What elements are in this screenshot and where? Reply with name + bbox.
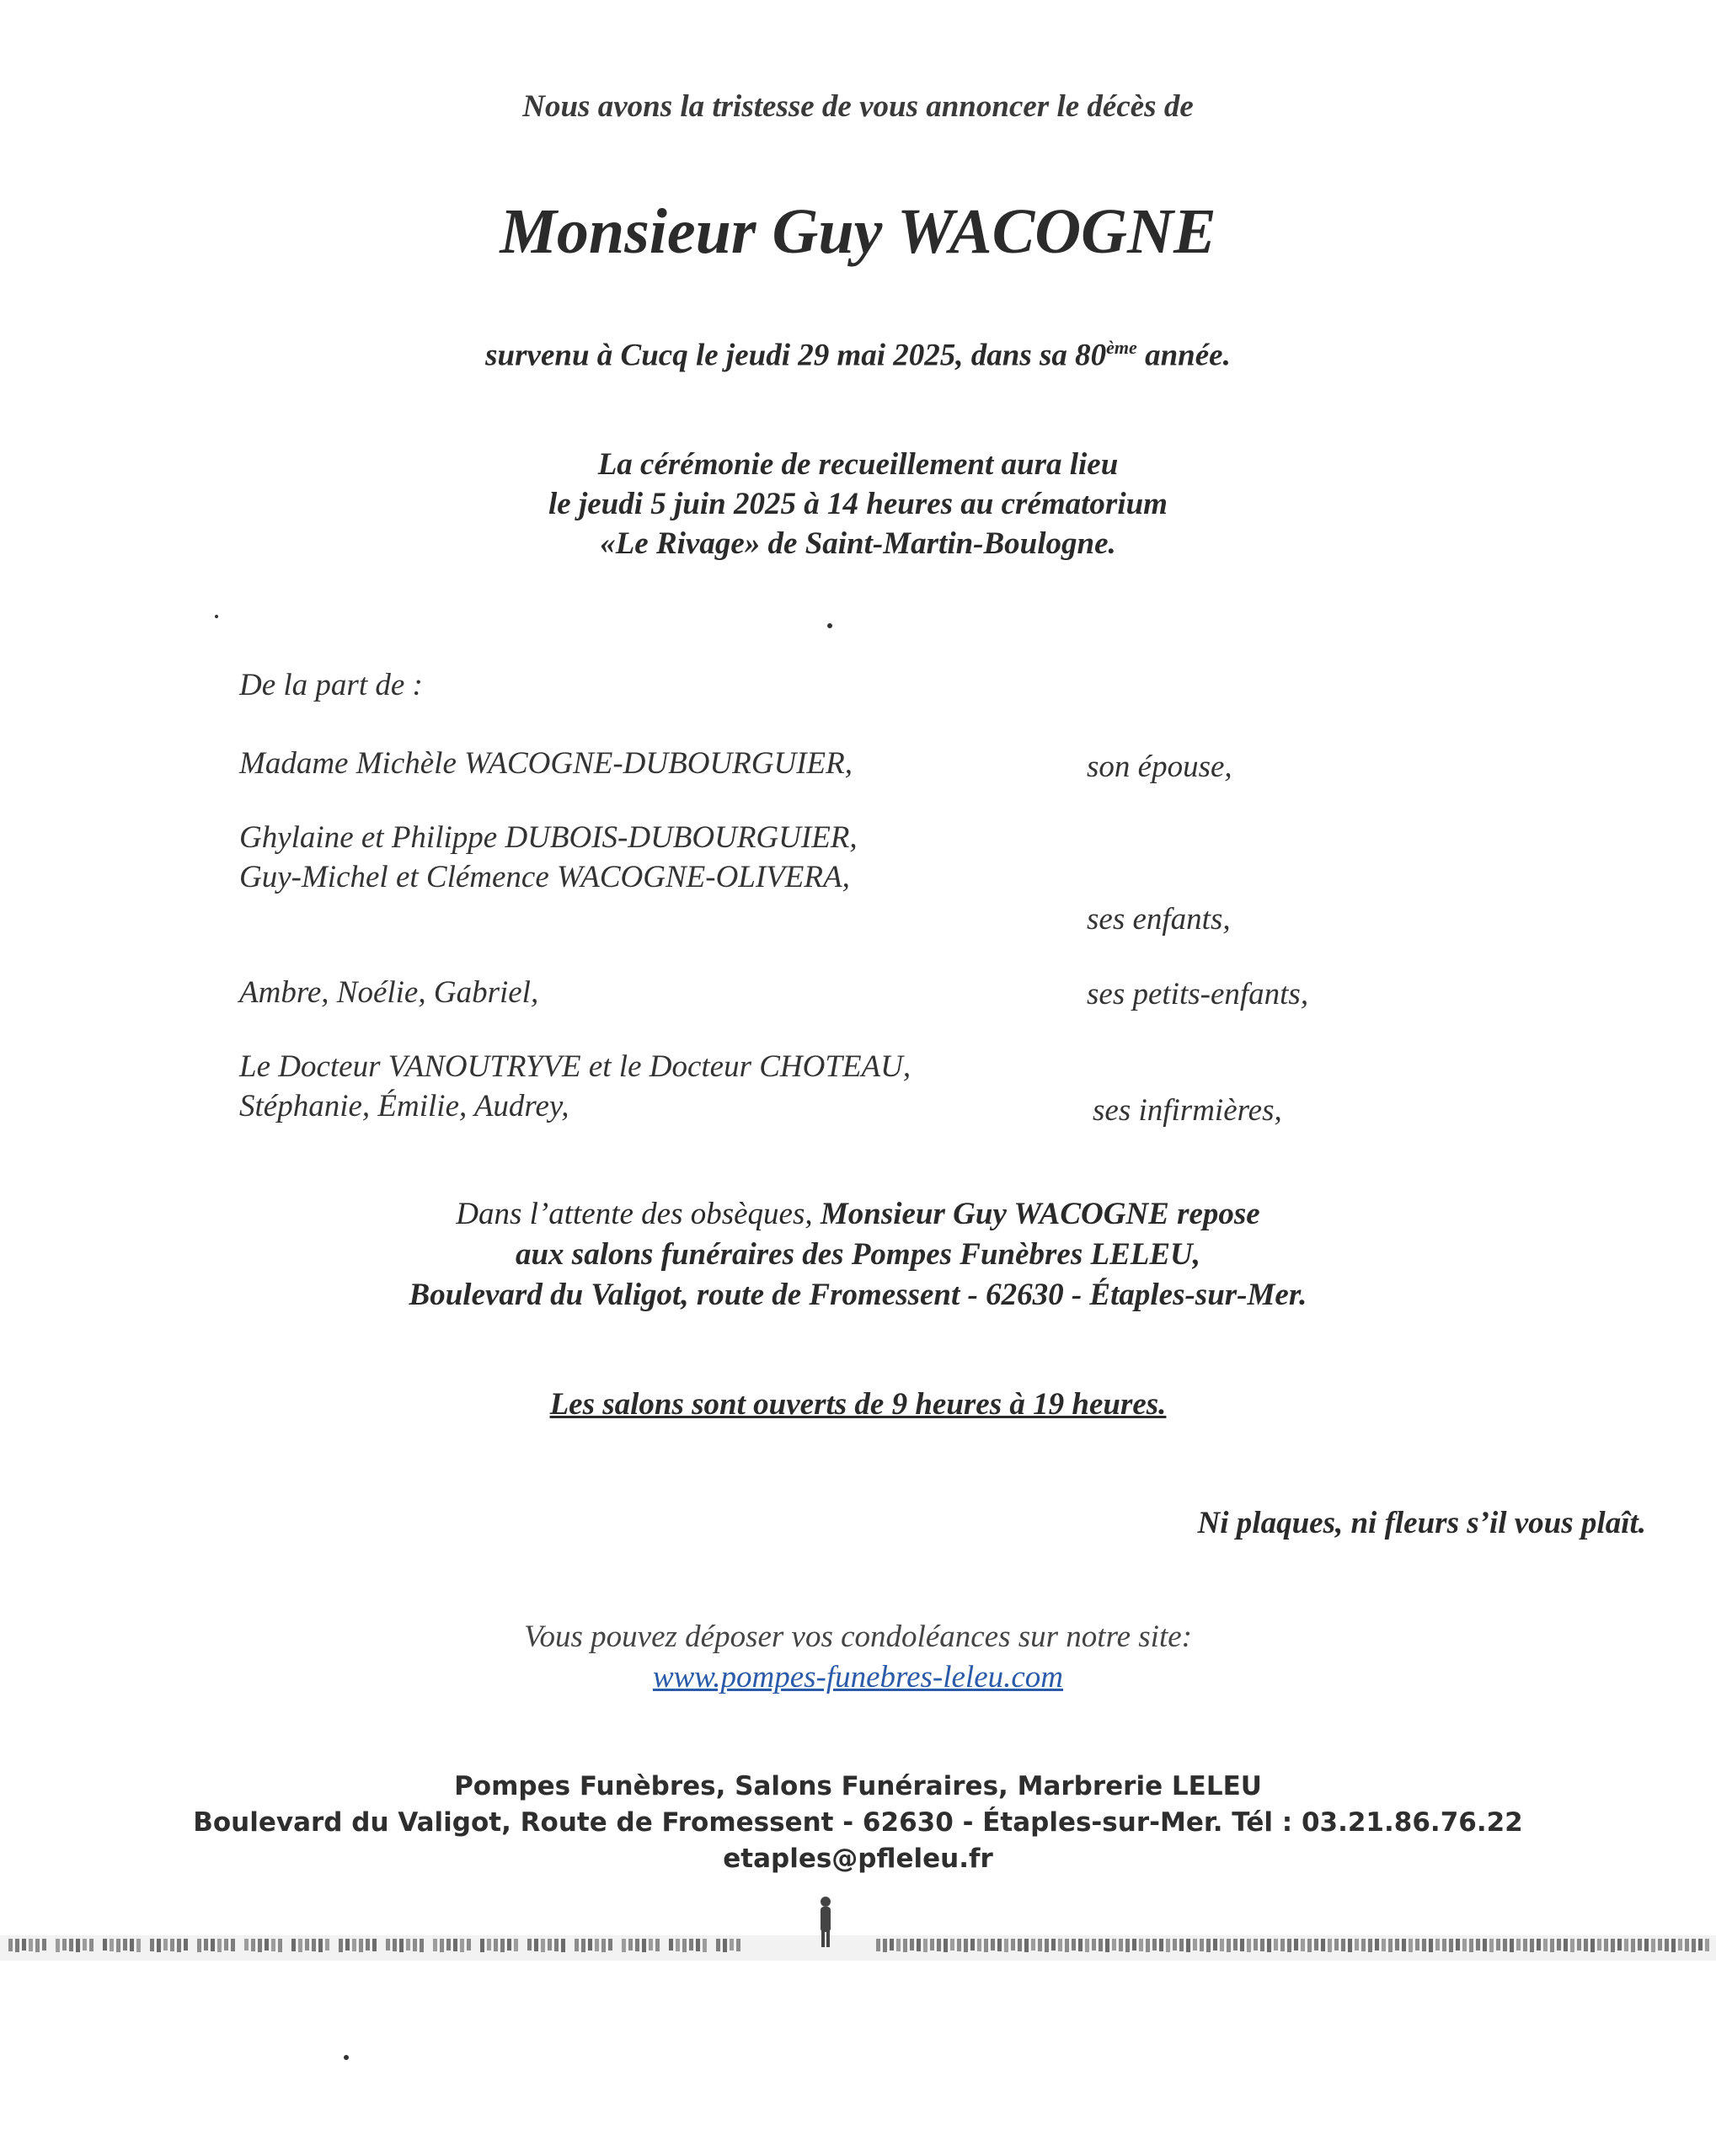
pier-post [184, 1939, 188, 1951]
pier-post [231, 1939, 235, 1951]
pier-post [1409, 1939, 1413, 1952]
family-relation: ses petits-enfants, [1087, 977, 1309, 1011]
pier-post [318, 1939, 323, 1952]
pier-post [1132, 1939, 1136, 1951]
pier-post [1139, 1939, 1143, 1951]
repose-name: Monsieur Guy WACOGNE repose [820, 1197, 1260, 1231]
pier-post [1530, 1939, 1534, 1952]
ceremony-line: «Le Rivage» de Saint-Martin-Boulogne. [600, 526, 1116, 561]
pier-post [1449, 1939, 1453, 1952]
ceremony-block [0, 445, 1716, 563]
pier-post [123, 1939, 127, 1951]
pier-post [177, 1939, 181, 1952]
pier-post [372, 1939, 377, 1951]
pier-post [359, 1939, 363, 1952]
pier-post [890, 1939, 894, 1951]
pier-post [554, 1939, 559, 1951]
pier-post [642, 1939, 646, 1952]
pier-post [1483, 1939, 1487, 1951]
repose-line: Boulevard du Valigot, route de Fromessent - 62630 - Étaples-sur-Mer. [409, 1278, 1307, 1312]
pier-post [1247, 1939, 1251, 1952]
pier-post [62, 1939, 67, 1951]
pier-post [1301, 1939, 1305, 1951]
pier-post [433, 1939, 437, 1951]
pier-post [507, 1939, 511, 1951]
pier-post [1422, 1939, 1426, 1951]
pier-post [635, 1939, 639, 1951]
pier-post [116, 1939, 120, 1952]
pier-post [22, 1939, 26, 1951]
pier-post [1045, 1939, 1049, 1952]
pier-post [930, 1939, 934, 1951]
ceremony-line: le jeudi 5 juin 2025 à 14 heures au crématorium [548, 487, 1168, 521]
pier-post [669, 1939, 673, 1951]
pier-post [581, 1939, 585, 1952]
pier-post [622, 1939, 626, 1952]
pier-post [1442, 1939, 1446, 1951]
repose-intro: Dans l’attente des obsèques, [456, 1197, 821, 1231]
pier-post [265, 1939, 269, 1951]
pier-post [1193, 1939, 1197, 1951]
family-names [239, 1047, 911, 1126]
pier-post [1415, 1939, 1419, 1951]
pier-post [1294, 1939, 1298, 1951]
pier-post [56, 1939, 60, 1952]
pier-post [1597, 1939, 1601, 1951]
footer-address: Boulevard du Valigot, Route de Fromessent - 62630 - Étaples-sur-Mer. Tél : 03.21.86.76.22 [193, 1807, 1523, 1838]
pier-post [1516, 1939, 1521, 1951]
pier-post [1267, 1939, 1271, 1952]
pier-post [910, 1939, 914, 1951]
pier-post [730, 1939, 734, 1951]
pier-post [440, 1939, 444, 1952]
ceremony-line: La cérémonie de recueillement aura lieu [597, 447, 1119, 482]
pier-post [1274, 1939, 1278, 1951]
pier-post [1685, 1939, 1689, 1951]
pier-post [1166, 1939, 1170, 1952]
pier-post [399, 1939, 404, 1952]
pier-post [944, 1939, 948, 1952]
pier-post [676, 1939, 680, 1951]
pier-post [150, 1939, 154, 1951]
pier-post [1355, 1939, 1359, 1951]
pier-post [1213, 1939, 1217, 1951]
pier-post [467, 1939, 471, 1951]
pier-post [608, 1939, 612, 1951]
pier-post [1584, 1939, 1588, 1951]
pier-post [1382, 1939, 1386, 1951]
pier-post [1031, 1939, 1035, 1951]
pier-post [1011, 1939, 1015, 1951]
family-names [239, 818, 858, 897]
pier-post [386, 1939, 390, 1951]
pier-post [1287, 1939, 1291, 1952]
scan-speck [827, 623, 832, 628]
pier-post [1611, 1939, 1615, 1952]
pier-post [703, 1939, 707, 1952]
pier-post [541, 1939, 545, 1952]
pier-post [1624, 1939, 1628, 1951]
pier-post [1456, 1939, 1460, 1951]
pier-post [548, 1939, 552, 1951]
pier-post [406, 1939, 410, 1951]
pier-post [1227, 1939, 1231, 1952]
pier-post [1537, 1939, 1541, 1951]
pier-post [575, 1939, 579, 1951]
pier-post [83, 1939, 87, 1951]
pier-post [339, 1939, 343, 1952]
pier-post [446, 1939, 451, 1951]
pier-post [1644, 1939, 1649, 1951]
pier-post [298, 1939, 302, 1952]
pier-post [1328, 1939, 1332, 1952]
pier-post [1388, 1939, 1393, 1952]
pier-post [1280, 1939, 1285, 1951]
pier-post [1651, 1939, 1655, 1952]
pier-post [1240, 1939, 1244, 1951]
pier-post [325, 1939, 329, 1951]
condolences-link[interactable]: www.pompes-funebres-leleu.com [652, 1660, 1064, 1694]
pier-post [991, 1939, 995, 1951]
pier-post [723, 1939, 727, 1952]
pier-post [1665, 1939, 1669, 1951]
pier-post [29, 1939, 33, 1951]
pier-post [163, 1939, 168, 1951]
pier-post [110, 1939, 114, 1951]
pier-post [1658, 1939, 1662, 1951]
pier-post [1004, 1939, 1008, 1952]
family-relation: son épouse, [1087, 750, 1232, 784]
pier-post [696, 1939, 700, 1951]
pier-post [1476, 1939, 1480, 1951]
footer [0, 1769, 1716, 1877]
pier-post [964, 1939, 968, 1952]
pier-post [1368, 1939, 1372, 1952]
pier-post [883, 1939, 887, 1952]
pier-post [1705, 1939, 1709, 1951]
pier-post [977, 1939, 981, 1951]
pier-post [1550, 1939, 1554, 1952]
pier-post [1557, 1939, 1561, 1951]
pier-post [136, 1939, 141, 1952]
pier-post [1503, 1939, 1507, 1951]
pier-post [1617, 1939, 1622, 1951]
pier-post [157, 1939, 161, 1952]
pier-post [1307, 1939, 1312, 1952]
pier-post [393, 1939, 397, 1951]
repose-line: aux salons funéraires des Pompes Funèbres LELEU, [515, 1237, 1201, 1272]
pier-post [1078, 1939, 1083, 1951]
family-name-line: Guy-Michel et Clémence WACOGNE-OLIVERA, [239, 860, 850, 894]
pier-post [1038, 1939, 1042, 1951]
pier-post [1590, 1939, 1595, 1952]
death-details-text: survenu à Cucq le jeudi 29 mai 2025, dans sa 80 [485, 338, 1107, 373]
pier-post [1024, 1939, 1029, 1952]
pier-post [561, 1939, 565, 1952]
family-heading: De la part de : [239, 668, 423, 702]
pier-post [1105, 1939, 1109, 1952]
family-name-line: Ghylaine et Philippe DUBOIS-DUBOURGUIER, [239, 820, 858, 855]
scan-speck [344, 2055, 349, 2060]
pier-post [1085, 1939, 1089, 1952]
pier-post [460, 1939, 464, 1952]
pier-post [1638, 1939, 1642, 1951]
pier-post [1577, 1939, 1581, 1951]
pier-post [487, 1939, 491, 1951]
pier-post [534, 1939, 538, 1951]
pier-post [366, 1939, 370, 1951]
condolences-text: Vous pouvez déposer vos condoléances sur notre site: [524, 1620, 1192, 1654]
pier-post [1112, 1939, 1116, 1951]
pier-post [1348, 1939, 1352, 1952]
death-details-end: année. [1136, 338, 1231, 373]
pier-post [278, 1939, 282, 1952]
pier-post [217, 1939, 222, 1952]
pier-post [42, 1939, 46, 1951]
pier-post [352, 1939, 356, 1951]
footer-email: etaples@pfleleu.fr [723, 1844, 993, 1874]
condolences-block [0, 1617, 1716, 1698]
pier-post [588, 1939, 592, 1951]
pier-post [1429, 1939, 1433, 1952]
pier-post [1698, 1939, 1703, 1951]
pier-post [89, 1939, 94, 1951]
pier-post [453, 1939, 457, 1951]
family-name-line: Le Docteur VANOUTRYVE et le Docteur CHOTEAU, [239, 1049, 911, 1084]
family-name-line: Stéphanie, Émilie, Audrey, [239, 1089, 569, 1123]
pier-post [251, 1939, 255, 1951]
pier-post [76, 1939, 80, 1952]
pier-post [271, 1939, 275, 1951]
pier-post [876, 1939, 880, 1951]
pier-post [1152, 1939, 1157, 1951]
pier-post [1678, 1939, 1682, 1951]
family-relation: ses infirmières, [1093, 1093, 1282, 1128]
pier-post [1469, 1939, 1473, 1952]
death-details [0, 337, 1716, 373]
pier-post [1496, 1939, 1500, 1951]
intro-text: Nous avons la tristesse de vous annoncer le décès de [522, 89, 1194, 124]
pier-post [305, 1939, 309, 1951]
pier-post [1220, 1939, 1224, 1951]
pier-post [514, 1939, 518, 1951]
deceased-name: Monsieur Guy WACOGNE [500, 196, 1216, 267]
pier-post [1462, 1939, 1467, 1951]
pier-post [1159, 1939, 1163, 1951]
pier-post [170, 1939, 174, 1951]
pier-post [204, 1939, 208, 1951]
pier-post [1186, 1939, 1190, 1952]
pier-post [628, 1939, 633, 1951]
pier-post [1200, 1939, 1204, 1951]
repose-line [0, 1194, 1716, 1235]
pier-post [345, 1939, 350, 1951]
pier-post [1254, 1939, 1258, 1951]
pier-post [1018, 1939, 1022, 1951]
pier-post [736, 1939, 740, 1951]
pier-post [1631, 1939, 1635, 1952]
pier-post [1092, 1939, 1096, 1951]
pier-post [682, 1939, 687, 1952]
pier-post [8, 1939, 13, 1951]
pier-post [35, 1939, 40, 1952]
pier-post [1692, 1939, 1696, 1952]
opening-hours-text: Les salons sont ouverts de 9 heures à 19 heures. [549, 1387, 1167, 1422]
pier-post [413, 1939, 417, 1951]
pier-post [1314, 1939, 1318, 1951]
pier-post [1489, 1939, 1494, 1952]
pier-post [1125, 1939, 1130, 1952]
pier-post [655, 1939, 660, 1951]
pier-post [244, 1939, 249, 1951]
pier-post [1671, 1939, 1676, 1952]
family-names: Madame Michèle WACOGNE-DUBOURGUIER, [239, 746, 853, 781]
pier-post [1065, 1939, 1069, 1952]
pier-post [1206, 1939, 1211, 1952]
pier-post [1233, 1939, 1238, 1951]
pier-post [970, 1939, 975, 1951]
pier-post [1375, 1939, 1379, 1951]
pier-post [1119, 1939, 1123, 1951]
opening-hours [0, 1386, 1716, 1422]
pier-post [312, 1939, 316, 1951]
pier-post [1179, 1939, 1184, 1951]
pier-post [211, 1939, 215, 1951]
pier-post [1260, 1939, 1264, 1951]
pier-post [1435, 1939, 1440, 1951]
pier-post [1051, 1939, 1056, 1951]
pier-post [957, 1939, 961, 1951]
pier-post [1321, 1939, 1325, 1951]
pier-post [500, 1939, 505, 1952]
pier-post [984, 1939, 988, 1952]
pier-post [1510, 1939, 1514, 1952]
pier-post [595, 1939, 599, 1951]
pier-post [15, 1939, 19, 1952]
pier-post [950, 1939, 954, 1951]
pier-post [689, 1939, 693, 1951]
pier-post [1543, 1939, 1548, 1951]
pier-post [1523, 1939, 1527, 1951]
pier-post [420, 1939, 424, 1952]
no-flowers-note: Ni plaques, ni fleurs s’il vous plaît. [1197, 1506, 1646, 1540]
pier-post [923, 1939, 927, 1952]
pier-post [1072, 1939, 1076, 1951]
pier-post [1564, 1939, 1568, 1951]
pier-post [103, 1939, 107, 1951]
pier-post [997, 1939, 1002, 1951]
pier-post [917, 1939, 921, 1951]
pier-post [1058, 1939, 1062, 1951]
ordinal-suffix: ème [1106, 337, 1137, 358]
family-names: Ambre, Noélie, Gabriel, [239, 975, 539, 1010]
pier-post [1395, 1939, 1399, 1951]
pier-post [258, 1939, 262, 1952]
pier-post [1099, 1939, 1103, 1951]
scan-speck [215, 615, 218, 618]
pier-post [494, 1939, 498, 1951]
pier-post [130, 1939, 134, 1951]
pier-post [601, 1939, 606, 1952]
pier-post [291, 1939, 296, 1951]
pier-post [896, 1939, 901, 1951]
pier-post [527, 1939, 532, 1951]
beach-pier-image [0, 1886, 1716, 1988]
pier-post [1361, 1939, 1366, 1951]
pier-post [1604, 1939, 1608, 1951]
pier-post [649, 1939, 653, 1951]
pier-post [1173, 1939, 1177, 1951]
repose-block [0, 1194, 1716, 1315]
pier-post [480, 1939, 484, 1952]
pier-post [1146, 1939, 1150, 1952]
footer-company: Pompes Funèbres, Salons Funéraires, Marbrerie LELEU [454, 1771, 1262, 1801]
pier-post [1570, 1939, 1574, 1952]
pier-post [197, 1939, 201, 1952]
pier-post [903, 1939, 907, 1952]
pier-post [69, 1939, 73, 1951]
pier-post [937, 1939, 941, 1951]
pier-post [1402, 1939, 1406, 1951]
pier-post [224, 1939, 228, 1951]
pier-post [716, 1939, 720, 1951]
pier-post [1334, 1939, 1339, 1951]
pier-post [1341, 1939, 1345, 1951]
family-relation: ses enfants, [1087, 902, 1231, 937]
